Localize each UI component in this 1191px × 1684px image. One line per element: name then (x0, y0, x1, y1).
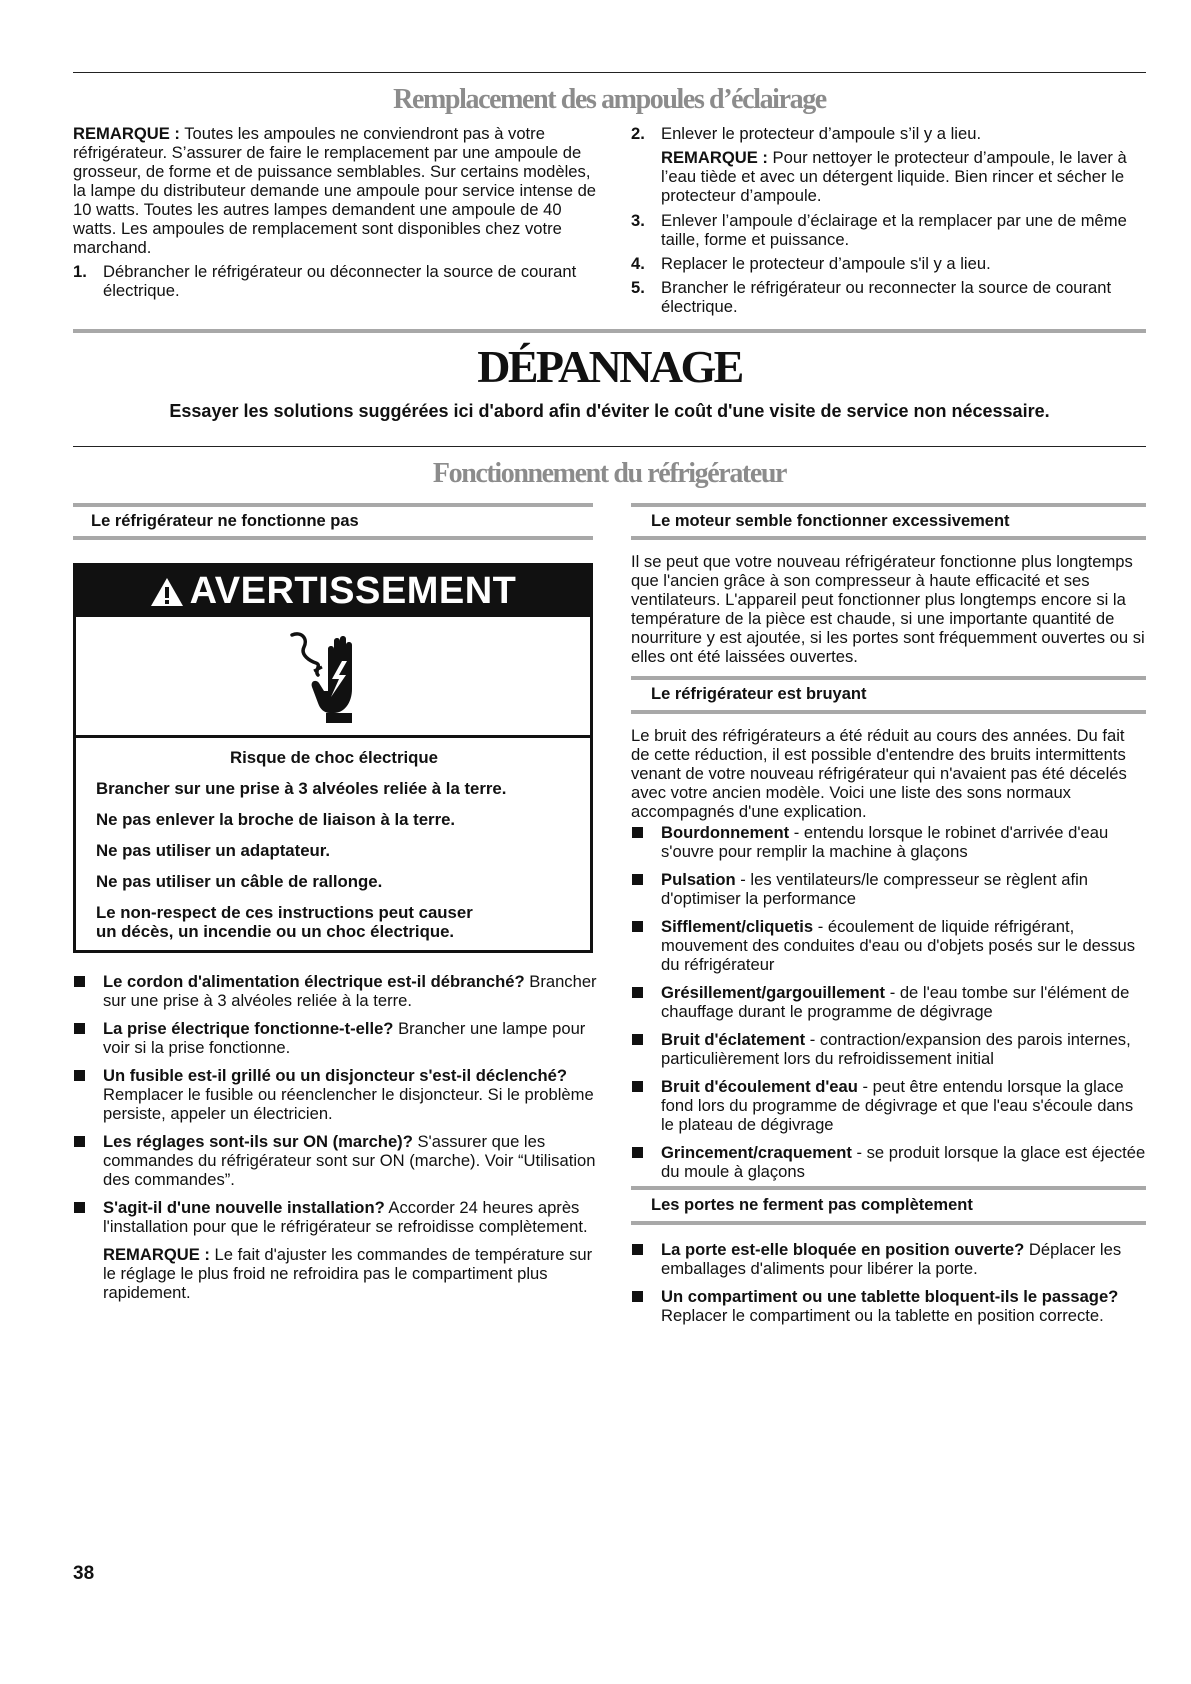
step-number: 1. (73, 262, 87, 281)
step-text: Enlever le protecteur d’ampoule s’il y a lieu. (661, 124, 982, 143)
doors-heading: Les portes ne ferment pas complètement (651, 1196, 973, 1214)
step-number: 4. (631, 254, 645, 273)
item-answer: Déplacer les emballages d'aliments pour libérer la porte. (661, 1240, 1122, 1278)
lamp-steps-left (73, 262, 598, 300)
noise-term: Bruit d'écoulement d'eau (661, 1077, 858, 1096)
top-rule (73, 72, 1146, 73)
step-text: Débrancher le réfrigérateur ou déconnecter la source de courant électrique. (103, 262, 577, 300)
lamp-right-column (631, 124, 1146, 316)
subtitle-rule (73, 446, 1146, 447)
list-item (631, 823, 1146, 861)
item-question: Les réglages sont-ils sur ON (marche)? (103, 1132, 413, 1151)
section-divider (73, 329, 1146, 333)
not-working-heading: Le réfrigérateur ne fonctionne pas (91, 512, 359, 530)
operation-section-title: Fonctionnement du réfrigérateur (432, 458, 787, 489)
warning-text (76, 738, 590, 941)
noise-desc: - de l'eau tombe sur l'élément de chauffage durant le programme de dégivrage (661, 983, 1130, 1021)
step-number: 5. (631, 278, 645, 297)
heading-rule (631, 503, 1146, 507)
noise-term: Grincement/craquement (661, 1143, 852, 1162)
not-working-checklist (73, 972, 598, 1302)
lamp-step-3 (631, 211, 1146, 249)
heading-rule (631, 1186, 1146, 1190)
warning-triangle-icon (150, 576, 184, 608)
page-number: 38 (73, 1563, 95, 1584)
item-answer: Replacer le compartiment ou la tablette en position correcte. (661, 1306, 1104, 1325)
lamp-section-title: Remplacement des ampoules d’éclairage (393, 84, 826, 115)
final-note-label: REMARQUE : (103, 1245, 210, 1264)
page-title: DÉPANNAGE (477, 341, 742, 392)
lamp-left-column (73, 124, 598, 300)
item-answer: Brancher une lampe pour voir si la prise fonctionne. (103, 1019, 586, 1057)
heading-rule (73, 503, 593, 507)
warning-consequence (96, 903, 572, 941)
final-note (103, 1245, 598, 1302)
noise-desc: - entendu lorsque le robinet d'arrivée d'eau s'ouvre pour remplir la machine à glaçons (661, 823, 1109, 861)
noise-desc: - peut être entendu lorsque la glace fond lors du programme de dégivrage et que l'eau s'écoule dans le plateau de dégivrage (661, 1077, 1134, 1134)
step2-note (661, 148, 1146, 205)
motor-paragraph (631, 552, 1146, 666)
noise-term: Pulsation (661, 870, 736, 889)
item-question: Un compartiment ou une tablette bloquent-ils le passage? (661, 1287, 1119, 1306)
noise-desc: - écoulement de liquide réfrigérant, mouvement des conduites d'eau ou d'objets posés sur le dessus du réfrigérateur (661, 917, 1136, 974)
list-item (631, 1143, 1146, 1181)
warning-header (76, 566, 590, 617)
item-answer: Brancher sur une prise à 3 alvéoles reliée à la terre. (103, 972, 597, 1010)
list-item (631, 917, 1146, 974)
lamp-steps-right (631, 124, 1146, 316)
heading-rule (631, 1221, 1146, 1225)
electric-shock-hand-icon (284, 627, 374, 727)
list-item (73, 1198, 598, 1302)
noise-heading: Le réfrigérateur est bruyant (651, 685, 867, 703)
item-answer: Accorder 24 heures après l'installation pour que le réfrigérateur se refroidisse complètement. (103, 1198, 588, 1236)
heading-rule (73, 536, 593, 540)
lamp-step-1 (73, 262, 598, 300)
final-note-text: Le fait d'ajuster les commandes de température sur le réglage le plus froid ne refroidira pas le compartiment plus rapidement. (103, 1245, 593, 1302)
lamp-step-5 (631, 278, 1146, 316)
noise-list (631, 823, 1146, 1181)
list-item (631, 1287, 1146, 1325)
doors-list (631, 1240, 1146, 1325)
item-answer: S'assurer que les commandes du réfrigérateur sont sur ON (marche). Voir “Utilisation des commandes”. (103, 1132, 596, 1189)
lamp-note-text: Toutes les ampoules ne conviendront pas à votre réfrigérateur. S’assurer de faire le remplacement par une ampoule de grosseur, de forme et de puissance semblables. Sur certains modèles, la lampe du distributeur demande une ampoule pour service intense de 10 watts. Toutes les autres lampes demandent une ampoule de 40 watts. Les ampoules de remplacement sont disponibles chez votre marchand. (73, 124, 597, 257)
step-number: 3. (631, 211, 645, 230)
list-item (73, 972, 598, 1010)
lamp-note-label: REMARQUE : (73, 124, 180, 143)
checklist (73, 972, 598, 1302)
warning-line: Ne pas utiliser un adaptateur. (96, 841, 331, 860)
noise-desc: - contraction/expansion des parois internes, particulièrement lors du refroidissement initial (661, 1030, 1131, 1068)
warning-consequence-line-2: un décès, un incendie ou un choc électrique. (96, 922, 455, 941)
noise-term: Sifflement/cliquetis (661, 917, 814, 936)
warning-line: Ne pas utiliser un câble de rallonge. (96, 872, 383, 891)
list-item (631, 983, 1146, 1021)
noise-term: Bruit d'éclatement (661, 1030, 806, 1049)
motor-text: Il se peut que votre nouveau réfrigérateur fonctionne plus longtemps que l'ancien grâce à son compresseur à haute efficacité et ses ventilateurs. L'appareil peut fonctionner plus longtemps encore si la température de la pièce est chaude, si une importante quantité de nourriture y est ajoutée, si les portes sont fréquemment ouvertes ou si elles ont été laissées ouvertes. (631, 552, 1145, 666)
step-text: Brancher le réfrigérateur ou reconnecter la source de courant électrique. (661, 278, 1112, 316)
step2-note-label: REMARQUE : (661, 148, 768, 167)
heading-rule (631, 536, 1146, 540)
noise-intro: Le bruit des réfrigérateurs a été réduit au cours des années. Du fait de cette réduction, il est possible d'entendre des bruits intermittents venant de votre nouveau réfrigérateur qui n'avaient pas été décelés avec votre ancien modèle. Voici une liste des sons normaux accompagnés d'une explication. (631, 726, 1127, 821)
warning-pictogram (76, 617, 590, 738)
item-question: La prise électrique fonctionne-t-elle? (103, 1019, 394, 1038)
step-text: Enlever l’ampoule d’éclairage et la remplacer par une de même taille, forme et puissance. (661, 211, 1127, 249)
noise-desc: - les ventilateurs/le compresseur se règlent afin d'optimiser la performance (661, 870, 1089, 908)
lamp-note (73, 124, 598, 257)
noise-section (631, 726, 1146, 1181)
warning-title: AVERTISSEMENT (189, 570, 517, 612)
warning-consequence-line-1: Le non-respect de ces instructions peut causer (96, 903, 473, 922)
noise-term: Grésillement/gargouillement (661, 983, 886, 1002)
item-question: Le cordon d'alimentation électrique est-il débranché? (103, 972, 525, 991)
list-item (73, 1019, 598, 1057)
list-item (631, 1077, 1146, 1134)
heading-rule (631, 710, 1146, 714)
warning-box (73, 563, 593, 953)
noise-desc: - se produit lorsque la glace est éjectée du moule à glaçons (661, 1143, 1146, 1181)
warning-risk: Risque de choc électrique (230, 748, 438, 767)
list-item (631, 1030, 1146, 1068)
heading-rule (631, 676, 1146, 680)
item-question: Un fusible est-il grillé ou un disjoncteur s'est-il déclenché? (103, 1066, 568, 1085)
list-item (631, 870, 1146, 908)
page-subtitle: Essayer les solutions suggérées ici d'abord afin d'éviter le coût d'une visite de service non nécessaire. (169, 401, 1050, 421)
item-answer: Remplacer le fusible ou réenclencher le disjoncteur. Si le problème persiste, appeler un électricien. (103, 1085, 594, 1123)
lamp-step-2 (631, 124, 1146, 205)
motor-heading: Le moteur semble fonctionner excessivement (651, 512, 1010, 530)
warning-line: Brancher sur une prise à 3 alvéoles reliée à la terre. (96, 779, 507, 798)
item-question: La porte est-elle bloquée en position ouverte? (661, 1240, 1025, 1259)
step-text: Replacer le protecteur d’ampoule s'il y a lieu. (661, 254, 991, 273)
doors-section (631, 1240, 1146, 1325)
list-item (631, 1240, 1146, 1278)
warning-line: Ne pas enlever la broche de liaison à la terre. (96, 810, 456, 829)
list-item (73, 1132, 598, 1189)
lamp-step-4 (631, 254, 1146, 273)
noise-term: Bourdonnement (661, 823, 790, 842)
step-number: 2. (631, 124, 645, 143)
manual-page (73, 0, 1146, 1684)
item-question: S'agit-il d'une nouvelle installation? (103, 1198, 385, 1217)
list-item (73, 1066, 598, 1123)
step2-note-text: Pour nettoyer le protecteur d’ampoule, le laver à l’eau tiède et avec un détergent liquide. Bien rincer et sécher le protecteur d’ampoule. (661, 148, 1127, 205)
